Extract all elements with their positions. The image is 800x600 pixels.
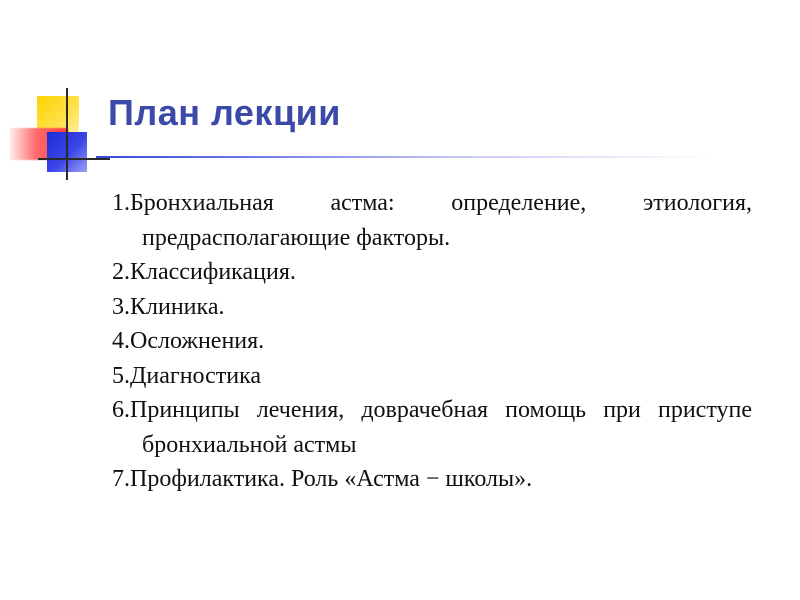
list-item: 5.Диагностика [112,362,262,389]
decorative-logo [0,0,120,190]
list-item: 1.Бронхиальная астма: определение, этиология, предрасполагающие факторы. [112,190,752,251]
list-item: 4.Осложнения. [112,328,265,354]
slide-title: План лекции [108,92,341,133]
list-item: 2.Классификация. [112,259,296,285]
list-item: 6.Принципы лечения, доврачебная помощь при приступе бронхиальной астмы [112,397,752,458]
lecture-plan-list [112,186,752,497]
list-item: 7.Профилактика. Роль «Астма − школы». [112,466,533,492]
list-item: 3.Клиника. [112,293,225,320]
title-underline [96,156,716,158]
logo-vertical-line [66,88,68,180]
logo-horizontal-line [38,158,110,160]
